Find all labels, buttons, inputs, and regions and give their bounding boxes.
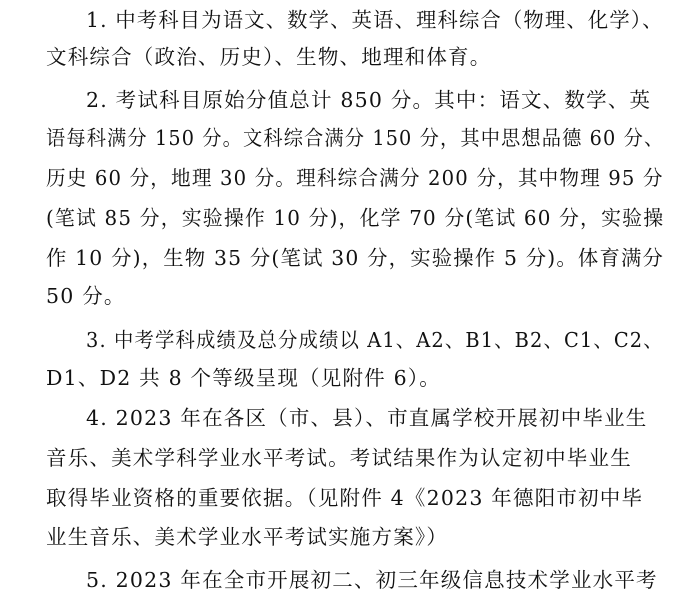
paragraph-3-line-1: 3. 中考学科成绩及总分成绩以 A1、A2、B1、B2、C1、C2、 bbox=[86, 328, 664, 352]
paragraph-4-line-4: 业生音乐、美术学业水平考试实施方案》） bbox=[46, 525, 449, 549]
paragraph-5-line-1: 5. 2023 年在全市开展初二、初三年级信息技术学业水平考 bbox=[86, 568, 658, 592]
paragraph-1-line-1: 1. 中考科目为语文、数学、英语、理科综合（物理、化学）、 bbox=[86, 8, 664, 32]
paragraph-4-line-1: 4. 2023 年在各区（市、县）、市直属学校开展初中毕业生 bbox=[86, 406, 648, 430]
paragraph-3-line-2: D1、D2 共 8 个等级呈现（见附件 6）。 bbox=[46, 366, 441, 390]
paragraph-2-line-2: 语每科满分 150 分。文科综合满分 150 分，其中思想品德 60 分、 bbox=[46, 126, 665, 150]
paragraph-2-line-5: 作 10 分)，生物 35 分(笔试 30 分，实验操作 5 分)。体育满分 bbox=[46, 246, 665, 270]
paragraph-2-line-1: 2. 考试科目原始分值总计 850 分。其中：语文、数学、英 bbox=[86, 88, 652, 112]
paragraph-4-line-2: 音乐、美术学科学业水平考试。考试结果作为认定初中毕业生 bbox=[46, 446, 632, 470]
paragraph-2-line-4: (笔试 85 分，实验操作 10 分)，化学 70 分(笔试 60 分，实验操 bbox=[46, 206, 665, 230]
paragraph-2-line-3: 历史 60 分，地理 30 分。理科综合满分 200 分，其中物理 95 分 bbox=[46, 166, 664, 190]
paragraph-2-line-6: 50 分。 bbox=[46, 284, 126, 308]
paragraph-4-line-3: 取得毕业资格的重要依据。（见附件 4《2023 年德阳市初中毕 bbox=[46, 486, 644, 510]
paragraph-1-line-2: 文科综合（政治、历史）、生物、地理和体育。 bbox=[46, 45, 492, 69]
